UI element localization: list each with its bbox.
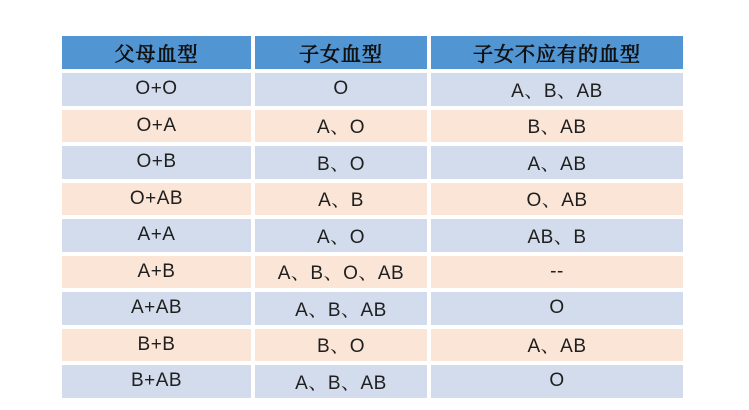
forbidden-cell: A、B、AB — [431, 73, 683, 106]
table-row — [62, 256, 683, 289]
table-row — [62, 292, 683, 325]
forbidden-cell: B、AB — [431, 110, 683, 143]
table-row — [62, 73, 683, 106]
children-cell: O — [255, 73, 427, 106]
children-cell: B、O — [255, 329, 427, 362]
table-row — [62, 110, 683, 143]
children-cell: A、B、O、AB — [255, 256, 427, 289]
blood-type-table — [58, 32, 687, 402]
forbidden-cell: AB、B — [431, 219, 683, 252]
header-row — [62, 36, 683, 69]
parents-cell: B+B — [62, 329, 251, 362]
parents-cell: O+B — [62, 146, 251, 179]
children-cell: A、B — [255, 183, 427, 216]
children-cell: A、B、AB — [255, 292, 427, 325]
forbidden-cell: -- — [431, 256, 683, 289]
forbidden-cell: O、AB — [431, 183, 683, 216]
parents-cell: A+AB — [62, 292, 251, 325]
table-row — [62, 365, 683, 398]
parents-cell: A+A — [62, 219, 251, 252]
forbidden-cell: A、AB — [431, 146, 683, 179]
forbidden-cell: O — [431, 365, 683, 398]
parents-cell: O+AB — [62, 183, 251, 216]
children-cell: A、B、AB — [255, 365, 427, 398]
table-row — [62, 183, 683, 216]
parents-cell: B+AB — [62, 365, 251, 398]
parents-cell: O+A — [62, 110, 251, 143]
header-children-blood-type: 子女血型 — [255, 36, 427, 69]
table-row — [62, 329, 683, 362]
parents-cell: A+B — [62, 256, 251, 289]
table-row — [62, 146, 683, 179]
parents-cell: O+O — [62, 73, 251, 106]
header-forbidden-blood-type: 子女不应有的血型 — [431, 36, 683, 69]
children-cell: A、O — [255, 110, 427, 143]
forbidden-cell: A、AB — [431, 329, 683, 362]
table-row — [62, 219, 683, 252]
forbidden-cell: O — [431, 292, 683, 325]
children-cell: B、O — [255, 146, 427, 179]
header-parents-blood-type: 父母血型 — [62, 36, 251, 69]
children-cell: A、O — [255, 219, 427, 252]
